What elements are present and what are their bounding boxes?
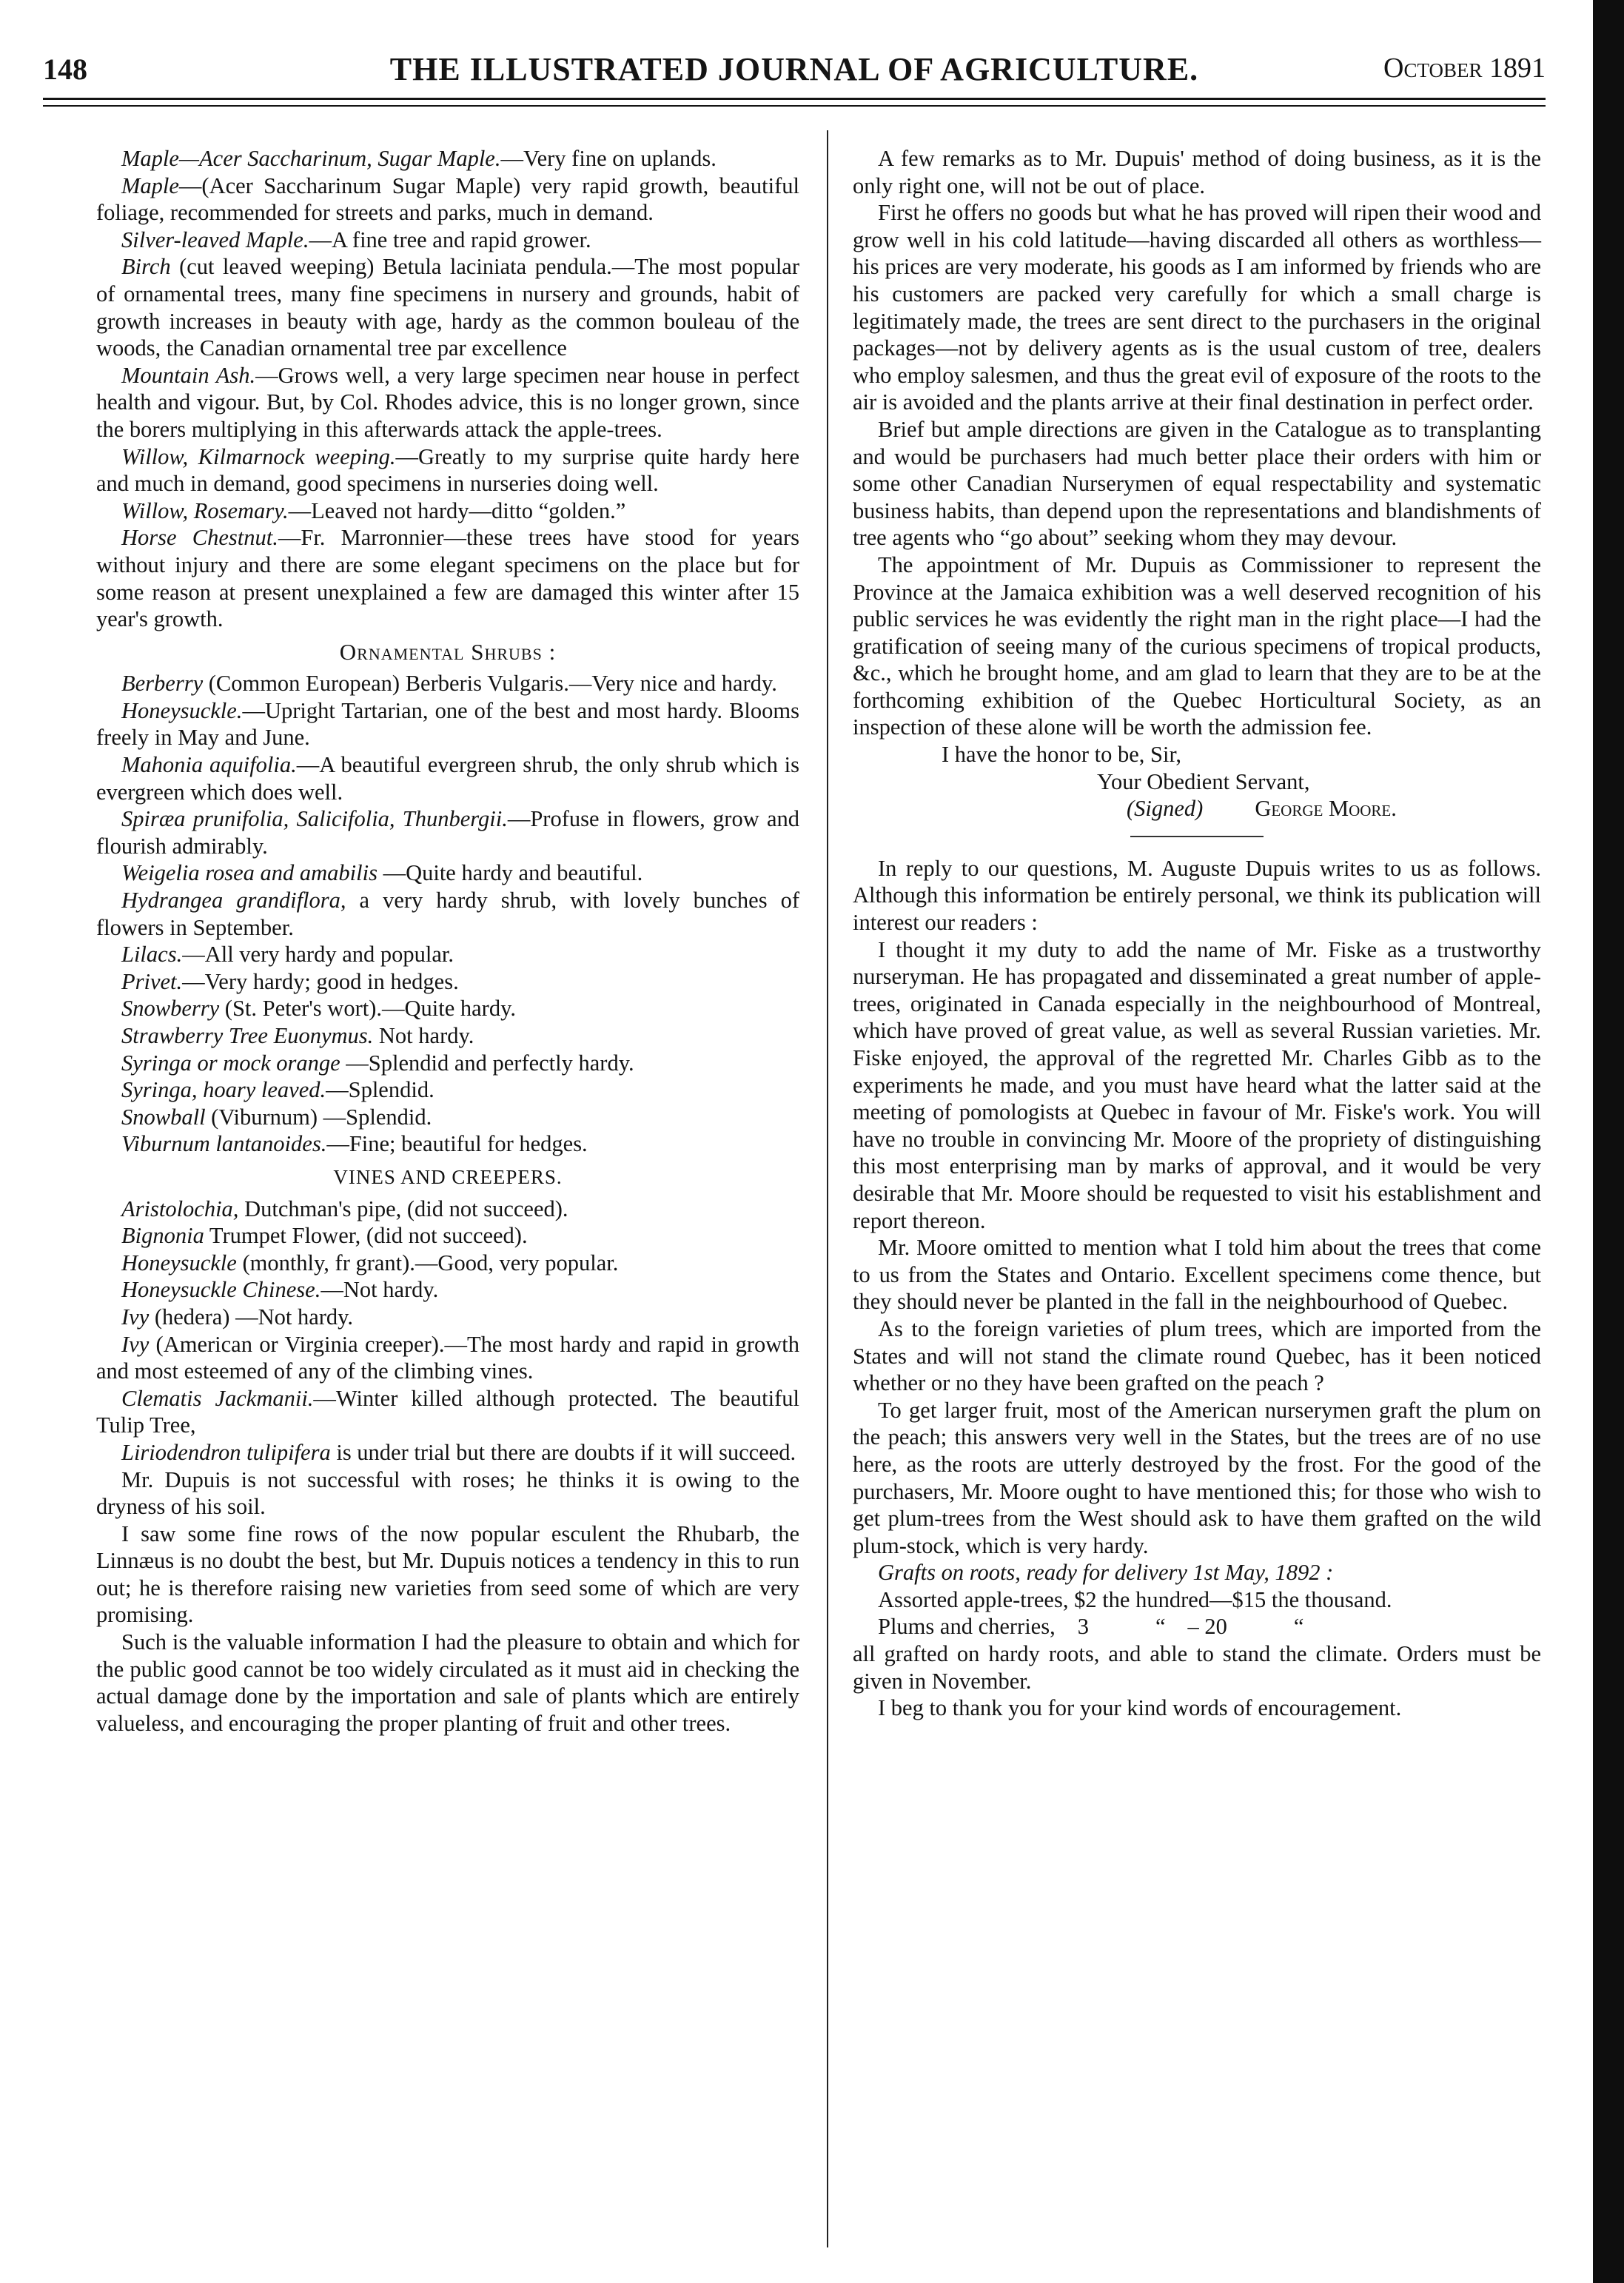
letter-signature <box>853 795 1541 822</box>
tree-entry: Maple—(Acer Saccharinum Sugar Maple) very rapid growth, beautiful foliage, recommended for streets and parks, much in demand. <box>96 172 799 226</box>
header-rule-secondary <box>43 105 1546 107</box>
page-spine-edge <box>1593 0 1624 2283</box>
body-paragraph: First he offers no goods but what he has proved will ripen their wood and grow well in his cold latitude—having discarded all others as worthless—his prices are very moderate, his goods as I am informed by friends who are his customers are packed very carefully for which a small charge is legitimately made, the trees are sent direct to the purchasers in the original packages—not by delivery agents as is the usual custom of tree, dealers who employ salesmen, and thus the great evil of exposure of the roots to the air is avoided and the plants arrive at their final destination in perfect order. <box>853 200 1541 415</box>
shrub-entry: Mahonia aquifolia.—A beautiful evergreen shrub, the only shrub which is evergreen which does well. <box>96 752 800 805</box>
tree-entry: Willow, Kilmarnock weeping.—Greatly to my surprise quite hardy here and much in demand, good specimens in nurseries doing well. <box>96 443 799 497</box>
header-rule <box>43 98 1546 100</box>
shrub-entry: Strawberry Tree Euonymus. Not hardy. <box>121 1023 474 1048</box>
shrub-entry: Snowball (Viburnum) —Splendid. <box>121 1104 432 1130</box>
tree-entry: Horse Chestnut.—Fr. Marronnier—these trees have stood for years without injury and there are some elegant specimens on the place but for some reason at present unexplained a few are damaged this winter after 15 year's growth. <box>96 525 800 632</box>
vine-entry: Ivy (American or Virginia creeper).—The most hardy and rapid in growth and most esteemed of any of the climbing vines. <box>96 1331 799 1384</box>
grafts-line: Grafts on roots, ready for delivery 1st May, 1892 : <box>878 1560 1334 1586</box>
body-paragraph: I thought it my duty to add the name of Mr. Fiske as a trustworthy nurseryman. He has propagated and disseminated a great number of apple-trees, originated in Canada especially in the neighbourhood of Montreal, which have proved of great value, as well as several Russian varieties. Mr. Fiske enjoyed, the approval of the regretted Mr. Charles Gibb as to the experiments he made, and you must have heard what the latter said at the meeting of pomologists at Quebec in favour of Mr. Fiske's work. You will have no trouble in convincing Mr. Moore of the propriety of distinguishing this most enterprising man by marks of approval, and it would be very desirable that Mr. Moore should be requested to visit his establishment and report thereon. <box>853 936 1541 1233</box>
shrub-entry: Viburnum lantanoides.—Fine; beautiful for hedges. <box>121 1131 588 1157</box>
body-paragraph: A few remarks as to Mr. Dupuis' method of doing business, as it is the only right one, will not be out of place. <box>853 146 1541 198</box>
body-paragraph: The appointment of Mr. Dupuis as Commissioner to represent the Province at the Jamaica exhibition was a well deserved recognition of his public services he was evidently the right man in the right place—I had the gratification of seeing many of the curious specimens of tropical products, &c., which he brought home, and am glad to learn that they are to be at the forthcoming exhibition of the Quebec Horticultural Society, as an inspection of these alone will be worth the admission fee. <box>853 552 1541 740</box>
vine-entry: Ivy (hedera) —Not hardy. <box>121 1304 354 1330</box>
journal-title: THE ILLUSTRATED JOURNAL OF AGRICULTURE. <box>389 51 1199 87</box>
tree-entry: Silver-leaved Maple.—A fine tree and rapid grower. <box>121 227 591 252</box>
shrub-entry: Privet.—Very hardy; good in hedges. <box>121 968 459 994</box>
body-paragraph: I saw some fine rows of the now popular esculent the Rhubarb, the Linnæus is no doubt the best, but Mr. Dupuis notices a tendency in this to run out; he is therefore raising new varieties from seed some of which are very promising. <box>96 1521 799 1628</box>
vine-entry: Aristolochia, Dutchman's pipe, (did not succeed). <box>121 1196 568 1221</box>
shrubs-heading: Ornamental Shrubs : <box>339 638 557 665</box>
body-paragraph: To get larger fruit, most of the American nurserymen graft the plum on the peach; this answers very well in the States, but the trees are of no use here, as the roots are utterly destroyed by the frost. For the good of the purchasers, Mr. Moore ought to have mentioned this; for those who wish to get plum-trees from the West should ask to have them grafted on the wild plum-stock, which is very hardy. <box>853 1397 1541 1558</box>
vine-entry: Honeysuckle Chinese.—Not hardy. <box>121 1277 439 1303</box>
column-divider <box>827 130 828 2247</box>
price-row-plums: Plums and cherries, 3 “ – 20 “ <box>878 1614 1304 1640</box>
shrub-entry: Hydrangea grandiflora, a very hardy shrub, with lovely bunches of flowers in September. <box>96 888 800 940</box>
shrub-entry: Snowberry (St. Peter's wort).—Quite hardy. <box>121 996 516 1022</box>
body-paragraph: Brief but ample directions are given in the Catalogue as to transplanting and would be purchasers had much better place their orders with him or some other Canadian Nurserymen of equal respectability and systematic business habits, than depend upon the representations and blandishments of tree agents who “go about” seeking whom they may devour. <box>853 416 1541 551</box>
tree-entry: Mountain Ash.—Grows well, a very large specimen near house in perfect health and vigour. But, by Col. Rhodes advice, this is no longer grown, since the borers multiplying in this afterwards attack the apple-trees. <box>96 362 799 442</box>
signed-label: (Signed) <box>1127 796 1204 822</box>
left-column <box>96 145 799 1737</box>
vine-entry: Bignonia Trumpet Flower, (did not succeed). <box>121 1223 528 1249</box>
shrub-entry: Syringa, hoary leaved.—Splendid. <box>121 1077 434 1103</box>
shrub-entry: Weigelia rosea and amabilis —Quite hardy and beautiful. <box>121 860 643 886</box>
shrub-entry: Syringa or mock orange —Splendid and perfectly hardy. <box>121 1050 634 1076</box>
vines-heading: VINES AND CREEPERS. <box>333 1165 563 1188</box>
page-header <box>43 46 1546 98</box>
section-divider <box>1130 836 1264 837</box>
shrub-entry: Honeysuckle.—Upright Tartarian, one of the best and most hardy. Blooms freely in May and June. <box>96 697 799 751</box>
issue-date: October 1891 <box>1383 53 1546 84</box>
tree-entry: Maple—Acer Saccharinum, Sugar Maple.—Very fine on uplands. <box>121 146 717 171</box>
vine-entry: Honeysuckle (monthly, fr grant).—Good, very popular. <box>121 1250 619 1275</box>
shrub-entry: Berberry (Common European) Berberis Vulgaris.—Very nice and hardy. <box>121 671 777 697</box>
vine-entry: Liriodendron tulipifera is under trial but there are doubts if it will succeed. <box>121 1439 796 1465</box>
tree-entry: Birch (cut leaved weeping) Betula laciniata pendula.—The most popular of ornamental trees, many fine specimens in nursery and grounds, habit of growth increases in beauty with age, hardy as the common bouleau of the woods, the Canadian ornamental tree par excellence <box>96 254 799 361</box>
letter-closing-line: Your Obedient Servant, <box>1097 768 1310 794</box>
body-paragraph: As to the foreign varieties of plum trees, which are imported from the States and will not stand the climate round Quebec, has it been noticed whether or no they have been grafted on the peach ? <box>853 1315 1541 1396</box>
body-paragraph: Mr. Dupuis is not successful with roses; he thinks it is owing to the dryness of his soil. <box>96 1466 799 1520</box>
body-paragraph: Such is the valuable information I had the pleasure to obtain and which for the public good cannot be too widely circulated as it must aid in checking the actual damage done by the importation and sale of plants which are entirely valueless, and encouraging the proper planting of fruit and other trees. <box>96 1629 799 1736</box>
page-number: 148 <box>43 53 87 86</box>
shrub-entry: Lilacs.—All very hardy and popular. <box>121 942 454 968</box>
shrub-entry: Spiræa prunifolia, Salicifolia, Thunbergii.—Profuse in flowers, grow and flourish admirably. <box>96 806 799 859</box>
price-row-apples: Assorted apple-trees, $2 the hundred—$15 the thousand. <box>878 1586 1392 1612</box>
body-paragraph: all grafted on hardy roots, and able to stand the climate. Orders must be given in November. <box>853 1641 1541 1694</box>
letter-closing-line: I have the honor to be, Sir, <box>942 742 1182 768</box>
body-paragraph: In reply to our questions, M. Auguste Dupuis writes to us as follows. Although this information be entirely personal, we think its publication will interest our readers : <box>853 855 1541 936</box>
right-column <box>853 145 1541 1722</box>
tree-entry: Willow, Rosemary.—Leaved not hardy—ditto “golden.” <box>121 497 626 523</box>
body-paragraph: I beg to thank you for your kind words of encouragement. <box>878 1695 1402 1721</box>
vine-entry: Clematis Jackmanii.—Winter killed although protected. The beautiful Tulip Tree, <box>96 1385 799 1438</box>
body-paragraph: Mr. Moore omitted to mention what I told him about the trees that come to us from the States and Ontario. Excellent specimens come thence, but they should never be planted in the fall in the neighbourhood of Quebec. <box>853 1235 1541 1315</box>
signer-name: George Moore. <box>1255 796 1397 822</box>
